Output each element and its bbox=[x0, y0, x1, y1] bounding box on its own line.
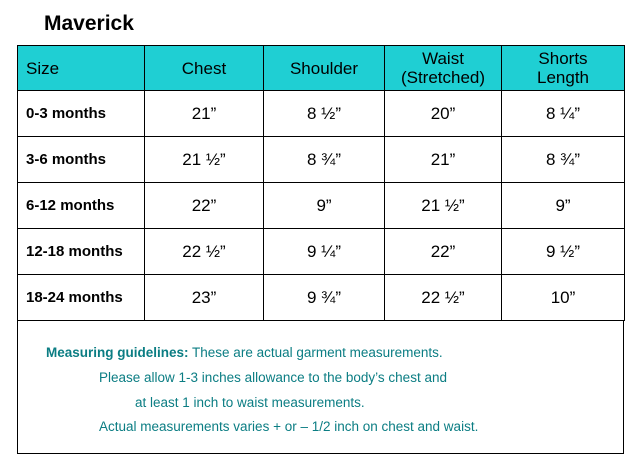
size-cell: 6-12 months bbox=[18, 183, 145, 229]
chest-cell: 21 ½” bbox=[145, 137, 264, 183]
shoulder-cell: 8 ¾” bbox=[264, 137, 385, 183]
chest-cell: 22” bbox=[145, 183, 264, 229]
guidelines-line-3: at least 1 inch to waist measurements. bbox=[135, 395, 365, 410]
chest-cell: 22 ½” bbox=[145, 229, 264, 275]
guidelines-text-1: These are actual garment measurements. bbox=[188, 345, 443, 360]
page-title: Maverick bbox=[44, 12, 134, 35]
shoulder-cell: 8 ½” bbox=[264, 91, 385, 137]
size-cell: 0-3 months bbox=[18, 91, 145, 137]
guidelines-line-4: Actual measurements varies + or – 1/2 inch on chest and waist. bbox=[99, 419, 479, 434]
size-chart-table bbox=[17, 45, 625, 321]
header-chest: Chest bbox=[145, 46, 264, 91]
shorts-length-cell: 8 ¼” bbox=[502, 91, 625, 137]
table-row bbox=[18, 91, 625, 137]
waist-cell: 20” bbox=[385, 91, 502, 137]
shorts-length-cell: 10” bbox=[502, 275, 625, 321]
chest-cell: 21” bbox=[145, 91, 264, 137]
chest-cell: 23” bbox=[145, 275, 264, 321]
shoulder-cell: 9” bbox=[264, 183, 385, 229]
size-cell: 12-18 months bbox=[18, 229, 145, 275]
size-cell: 18-24 months bbox=[18, 275, 145, 321]
waist-cell: 21 ½” bbox=[385, 183, 502, 229]
shorts-length-cell: 9” bbox=[502, 183, 625, 229]
waist-cell: 22” bbox=[385, 229, 502, 275]
table-row bbox=[18, 275, 625, 321]
table-header-row bbox=[18, 46, 625, 91]
table-row bbox=[18, 229, 625, 275]
shoulder-cell: 9 ¾” bbox=[264, 275, 385, 321]
guidelines-label: Measuring guidelines: bbox=[46, 345, 189, 360]
header-size: Size bbox=[18, 46, 145, 91]
header-waist: Waist (Stretched) bbox=[385, 46, 502, 91]
shorts-length-cell: 9 ½” bbox=[502, 229, 625, 275]
waist-cell: 22 ½” bbox=[385, 275, 502, 321]
shoulder-cell: 9 ¼” bbox=[264, 229, 385, 275]
guidelines-line-1 bbox=[46, 345, 443, 360]
waist-cell: 21” bbox=[385, 137, 502, 183]
table-row bbox=[18, 183, 625, 229]
shorts-length-cell: 8 ¾” bbox=[502, 137, 625, 183]
header-shoulder: Shoulder bbox=[264, 46, 385, 91]
size-cell: 3-6 months bbox=[18, 137, 145, 183]
table-row bbox=[18, 137, 625, 183]
measuring-guidelines-box bbox=[17, 321, 624, 454]
header-shorts-length: Shorts Length bbox=[502, 46, 625, 91]
guidelines-line-2: Please allow 1-3 inches allowance to the body’s chest and bbox=[99, 370, 447, 385]
